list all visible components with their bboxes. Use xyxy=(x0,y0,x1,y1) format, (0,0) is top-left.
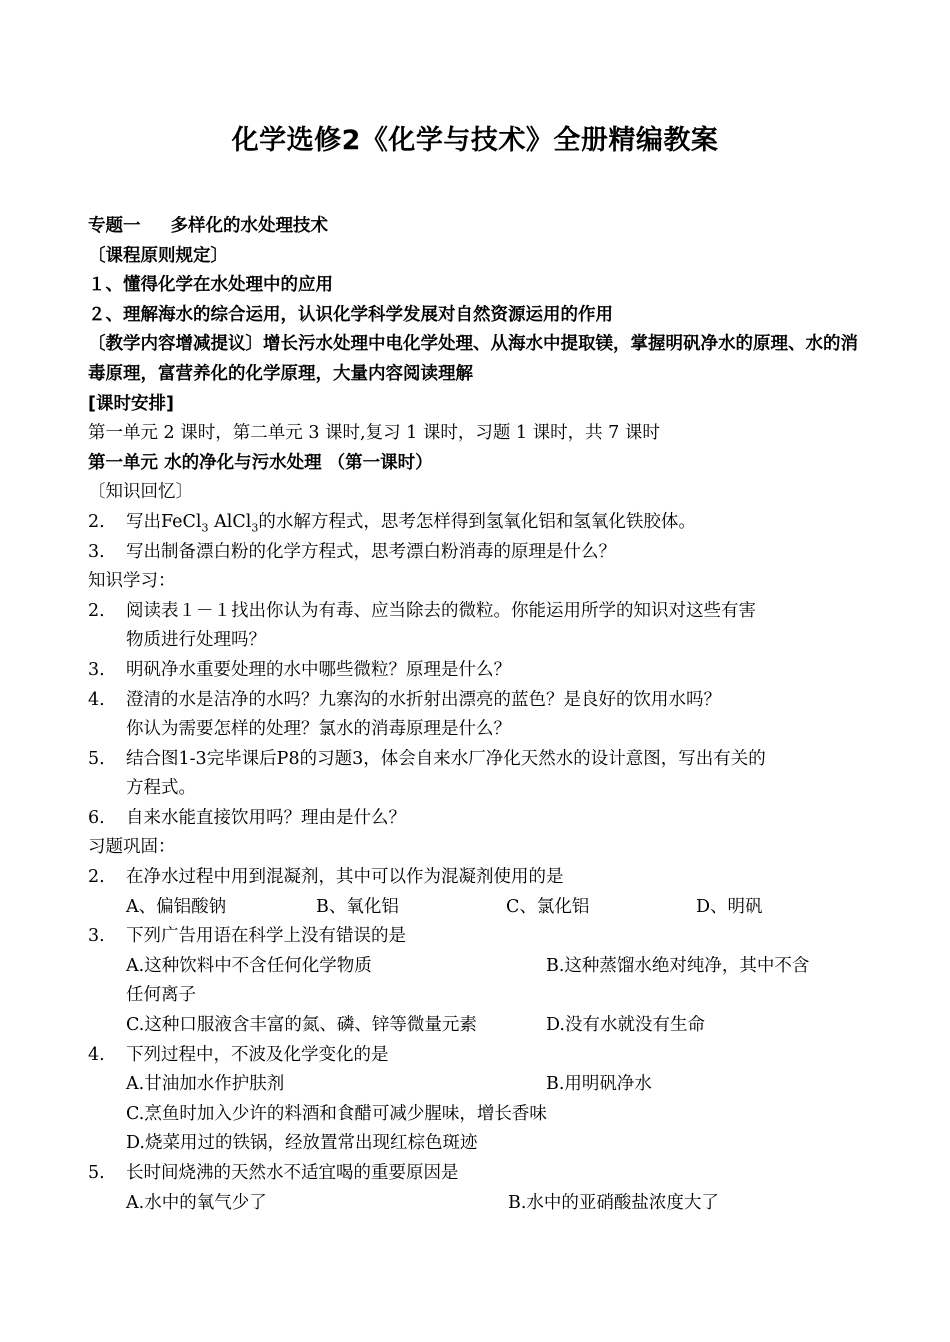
schedule-text: 第一单元 2 课时，第二单元 3 课时,复习 1 课时，习题 1 课时，共 7 课时 xyxy=(88,423,660,444)
item-text: 结合图1-3完毕课后P8的习题3，体会自来水厂净化天然水的设计意图，写出有关的 方程式。 xyxy=(126,748,766,799)
option-a: A.甘油加水作护肤剂 xyxy=(126,1074,285,1095)
recall-item xyxy=(88,508,868,538)
question-text: 在净水过程中用到混凝剂，其中可以作为混凝剂使用的是 xyxy=(126,867,564,888)
item-text: 澄清的水是洁净的水吗？九寨沟的水折射出漂亮的蓝色？是良好的饮用水吗？ 你认为需要怎样的处理？氯水的消毒原理是什么？ xyxy=(126,689,721,740)
option-b: B.这种蒸馏水绝对纯净，其中不含 xyxy=(546,955,810,976)
option-a: A.这种饮料中不含任何化学物质 xyxy=(126,955,372,976)
question-2 xyxy=(88,863,868,893)
item-number: 3. xyxy=(88,926,105,947)
question-3-options-row2 xyxy=(88,1011,868,1041)
option-a: A、偏铝酸钠 xyxy=(126,896,227,917)
content-suggestion: 〔教学内容增减提议〕增长污水处理中电化学处理、从海水中提取镁，掌握明矾净水的原理、水的消毒原理，富营养化的化学原理，大量内容阅读理解 xyxy=(88,334,858,384)
learn-item xyxy=(88,597,868,656)
curriculum-header: 〔课程原则规定〕 xyxy=(88,245,228,266)
option-c: C、氯化铝 xyxy=(506,896,590,917)
item-text: 写出FeCl$_3$ AlCl$_3$的水解方程式，思考怎样得到氢氧化铝和氢氧化铁胶体。 xyxy=(126,511,696,535)
question-5 xyxy=(88,1159,868,1189)
question-3-options-row1 xyxy=(88,952,868,982)
item-number: 4. xyxy=(88,1044,105,1065)
item-number: 4. xyxy=(88,689,105,710)
question-2-options xyxy=(88,893,868,923)
curriculum-item: １、懂得化学在水处理中的应用 xyxy=(88,275,333,296)
item-number: 6. xyxy=(88,807,105,828)
question-text: 下列广告用语在科学上没有错误的是 xyxy=(126,926,406,947)
option-d: D.烧菜用过的铁锅，经放置常出现红棕色斑迹 xyxy=(126,1133,478,1154)
question-3 xyxy=(88,922,868,952)
learn-item xyxy=(88,686,868,745)
learn-header: 知识学习： xyxy=(88,571,176,592)
item-text: 写出制备漂白粉的化学方程式，思考漂白粉消毒的原理是什么？ xyxy=(126,541,616,562)
option-b: B.水中的亚硝酸盐浓度大了 xyxy=(508,1192,719,1213)
question-text: 长时间烧沸的天然水不适宜喝的重要原因是 xyxy=(126,1163,459,1183)
item-number: 2. xyxy=(88,511,105,532)
item-text: 明矾净水重要处理的水中哪些微粒？原理是什么？ xyxy=(126,659,511,680)
option-c: C.这种口服液含丰富的氮、磷、锌等微量元素 xyxy=(126,1015,477,1036)
question-4 xyxy=(88,1041,868,1071)
item-number: 3. xyxy=(88,541,105,562)
question-text: 下列过程中，不波及化学变化的是 xyxy=(126,1044,389,1065)
schedule-header: [课时安排] xyxy=(88,393,174,414)
item-text: 阅读表１－１找出你认为有毒、应当除去的微粒。你能运用所学的知识对这些有害 物质进行处理吗？ xyxy=(126,600,756,651)
document-body xyxy=(88,212,868,1218)
document-title: 化学选修2《化学与技术》全册精编教案 xyxy=(231,125,719,156)
option-a: A.水中的氧气少了 xyxy=(126,1192,267,1213)
topic-label: 专题一 xyxy=(88,216,141,236)
option-c: C.烹鱼时加入少许的料酒和食醋可减少腥味，增长香味 xyxy=(126,1103,547,1124)
option-b-continued: 任何离子 xyxy=(126,985,196,1006)
recall-item xyxy=(88,538,868,568)
curriculum-item: ２、理解海水的综合运用，认识化学科学发展对自然资源运用的作用 xyxy=(88,304,613,325)
unit-title: 第一单元 水的净化与污水处理 （第一课时） xyxy=(88,452,433,473)
question-4-options-row1 xyxy=(88,1070,868,1100)
option-b: B、氧化铝 xyxy=(316,896,399,917)
option-b: B.用明矾净水 xyxy=(546,1074,652,1095)
item-number: 3. xyxy=(88,659,105,680)
item-number: 5. xyxy=(88,1163,105,1183)
topic-name: 多样化的水处理技术 xyxy=(170,216,328,236)
item-number: 2. xyxy=(88,600,105,621)
learn-item xyxy=(88,656,868,686)
option-d: D、明矾 xyxy=(696,896,763,917)
option-d: D.没有水就没有生命 xyxy=(546,1015,705,1036)
question-5-options xyxy=(88,1189,868,1219)
learn-item xyxy=(88,804,868,834)
learn-item xyxy=(88,745,868,804)
item-number: 5. xyxy=(88,748,105,769)
topic-heading xyxy=(88,212,868,242)
exercise-header: 习题巩固： xyxy=(88,837,176,858)
recall-header: 〔知识回忆〕 xyxy=(88,482,193,503)
item-text: 自来水能直接饮用吗？理由是什么？ xyxy=(126,807,406,828)
item-number: 2. xyxy=(88,867,105,888)
